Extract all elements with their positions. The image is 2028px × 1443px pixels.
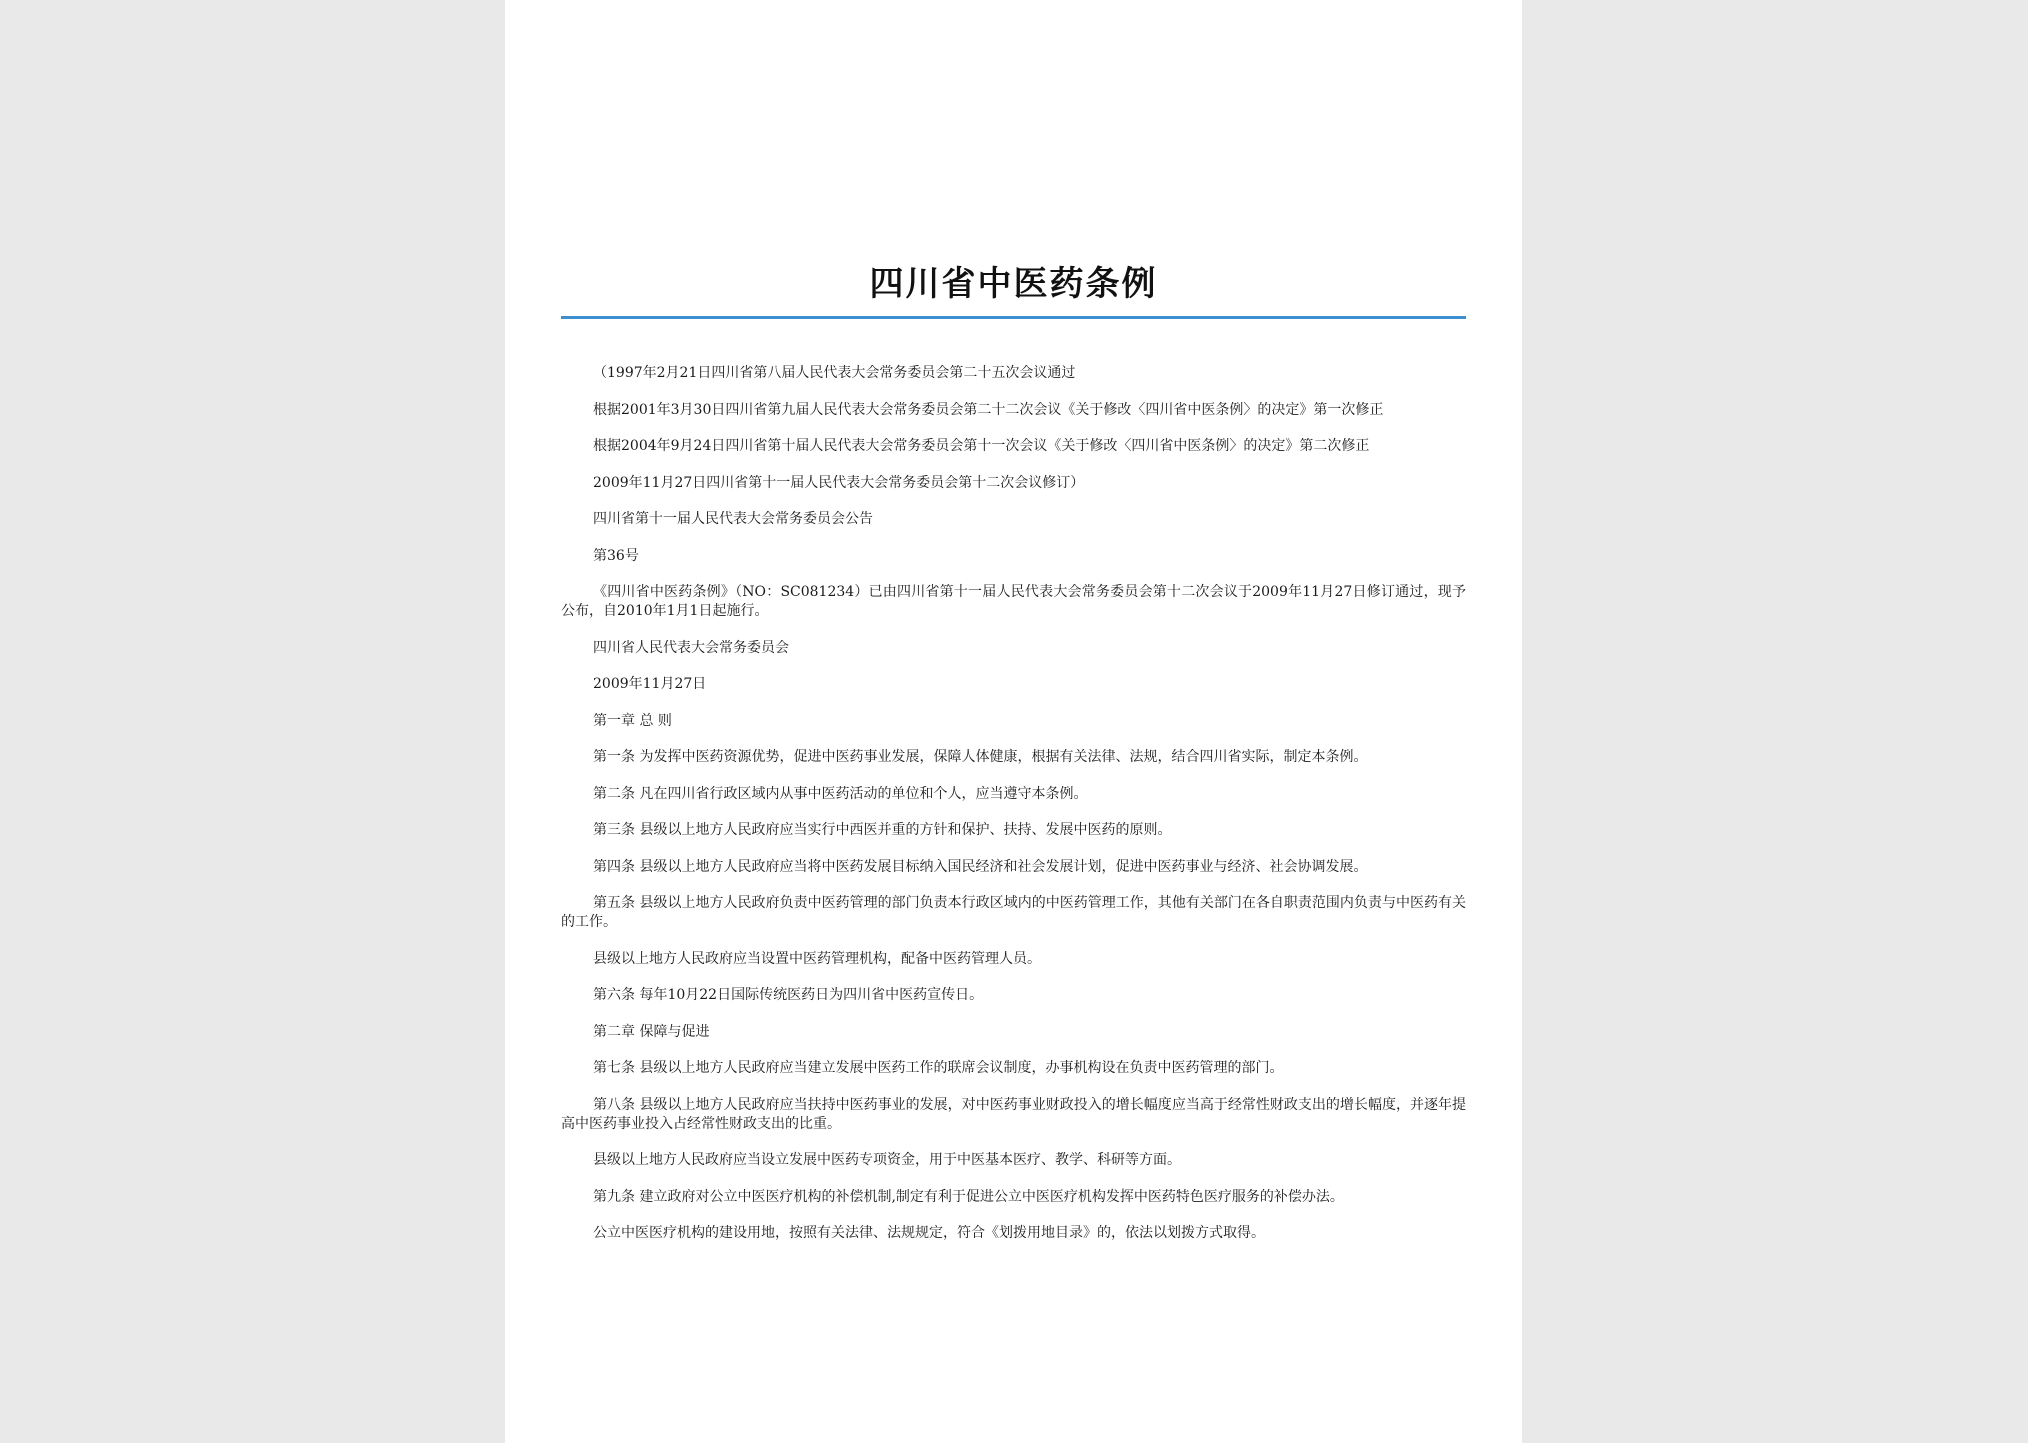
paragraph: 第一条 为发挥中医药资源优势，促进中医药事业发展，保障人体健康，根据有关法律、法规，结合四川省实际，制定本条例。: [593, 749, 1368, 765]
document-title: 四川省中医药条例: [869, 264, 1158, 304]
paragraph: 县级以上地方人民政府应当设置中医药管理机构，配备中医药管理人员。: [593, 950, 1041, 967]
paragraph: 第五条 县级以上地方人民政府负责中医药管理的部门负责本行政区域内的中医药管理工作，其他有关部门在各自职责范围内负责与中医药有关的工作。: [561, 895, 1466, 930]
paragraph: 第四条 县级以上地方人民政府应当将中医药发展目标纳入国民经济和社会发展计划，促进中医药事业与经济、社会协调发展。: [593, 858, 1368, 875]
paragraph: 第九条 建立政府对公立中医医疗机构的补偿机制,制定有利于促进公立中医医疗机构发挥中医药特色医疗服务的补偿办法。: [593, 1188, 1344, 1205]
paragraph: 第三条 县级以上地方人民政府应当实行中西医并重的方针和保护、扶持、发展中医药的原则。: [593, 822, 1172, 838]
chapter-heading: 第二章 保障与促进: [593, 1023, 710, 1040]
paragraph: 县级以上地方人民政府应当设立发展中医药专项资金，用于中医基本医疗、教学、科研等方面。: [593, 1152, 1181, 1168]
paragraph: 2009年11月27日四川省第十一届人民代表大会常务委员会第十二次会议修订）: [593, 474, 1085, 491]
paragraph: 公立中医医疗机构的建设用地，按照有关法律、法规规定，符合《划拨用地目录》的，依法以划拨方式取得。: [593, 1225, 1265, 1241]
paragraph: 第七条 县级以上地方人民政府应当建立发展中医药工作的联席会议制度，办事机构设在负责中医药管理的部门。: [593, 1060, 1284, 1076]
paragraph: 第八条 县级以上地方人民政府应当扶持中医药事业的发展，对中医药事业财政投入的增长幅度应当高于经常性财政支出的增长幅度，并逐年提高中医药事业投入占经常性财政支出的比重。: [561, 1096, 1466, 1132]
chapter-heading: 第一章 总 则: [593, 712, 672, 729]
paragraph: 四川省第十一届人民代表大会常务委员会公告: [593, 511, 873, 527]
paragraph: 四川省人民代表大会常务委员会: [593, 639, 789, 656]
document-body: [561, 364, 1466, 1261]
paragraph: 根据2004年9月24日四川省第十届人民代表大会常务委员会第十一次会议《关于修改〈四川省中医条例〉的决定》第二次修正: [593, 438, 1370, 454]
paragraph: （1997年2月21日四川省第八届人民代表大会常务委员会第二十五次会议通过: [593, 365, 1076, 381]
paragraph: 第二条 凡在四川省行政区域内从事中医药活动的单位和个人，应当遵守本条例。: [593, 785, 1088, 802]
paragraph: 《四川省中医药条例》（NO：SC081234）已由四川省第十一届人民代表大会常务委员会第十二次会议于2009年11月27日修订通过，现予公布，自2010年1月1日起施行。: [561, 584, 1466, 619]
document-page: [505, 0, 1522, 1443]
paragraph: 2009年11月27日: [593, 676, 707, 692]
paragraph: 根据2001年3月30日四川省第九届人民代表大会常务委员会第二十二次会议《关于修改〈四川省中医条例〉的决定》第一次修正: [593, 401, 1384, 418]
paragraph: 第六条 每年10月22日国际传统医药日为四川省中医药宣传日。: [593, 987, 984, 1003]
title-divider: [561, 316, 1466, 319]
paragraph: 第36号: [593, 547, 639, 564]
